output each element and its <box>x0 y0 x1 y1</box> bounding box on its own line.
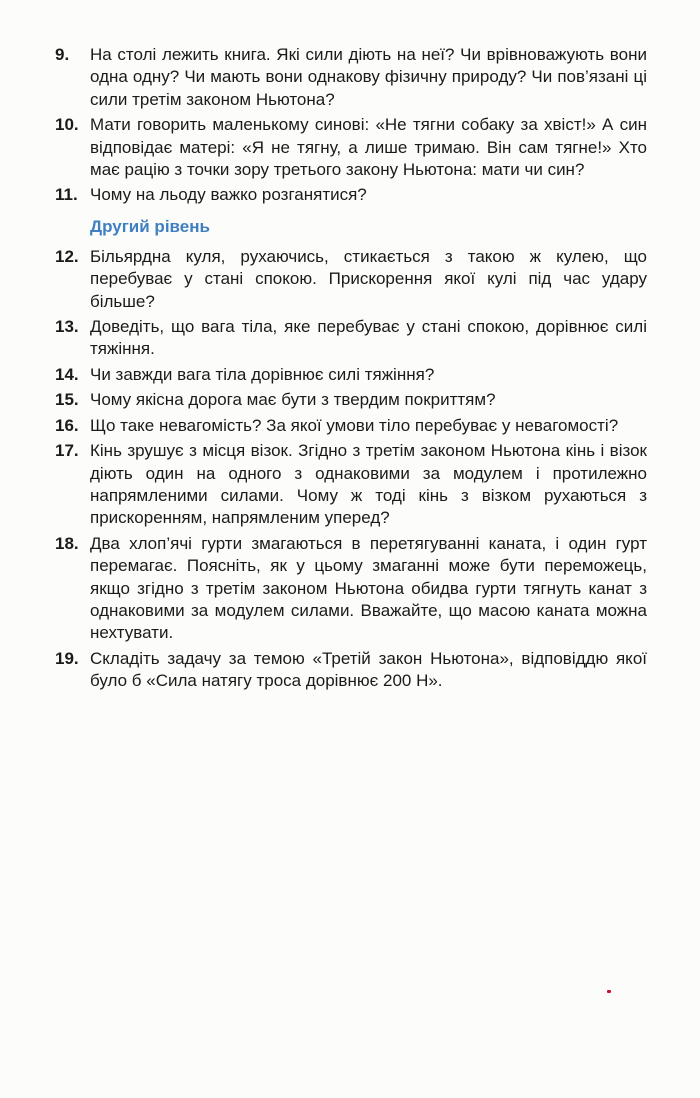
section-heading: Другий рівень <box>90 216 210 236</box>
question-text: Чи завжди вага тіла дорівнює силі тяжіння? <box>90 364 435 384</box>
question-text: Чому якісна дорога має бути з твердим покриттям? <box>90 390 496 410</box>
question-item <box>55 316 647 361</box>
question-text: Чому на льоду важко розганятися? <box>90 185 367 205</box>
question-list <box>55 44 647 696</box>
question-item <box>55 389 647 411</box>
print-speck <box>607 990 611 993</box>
question-number: 12. <box>55 246 79 266</box>
question-text: Мати говорить маленькому синові: «Не тягни собаку за хвіст!» А син відповідає матері: «Я не тягну, а лише тримаю. Він сам тягне!» Хто має рацію з точки зору третього закону Ньютона: мати чи син? <box>90 115 647 180</box>
question-number: 10. <box>55 115 79 135</box>
question-number: 14. <box>55 364 79 384</box>
question-number: 15. <box>55 390 79 410</box>
question-item <box>55 364 647 386</box>
question-item <box>55 415 647 437</box>
question-number: 19. <box>55 648 79 668</box>
question-item <box>55 440 647 530</box>
question-number: 16. <box>55 415 79 435</box>
question-text: Що таке невагомість? За якої умови тіло перебуває у невагомості? <box>90 415 619 435</box>
question-item <box>55 648 647 693</box>
question-number: 11. <box>55 185 78 205</box>
question-text: Два хлоп’ячі гурти змагаються в перетягуванні каната, і один гурт перемагає. Поясніть, як у цьому змаганні може бути переможець, якщо згідно з третім законом Ньютона обидва гурти тягнуть канат з однаковими за модулем силами. Вважайте, що масою каната можна нехтувати. <box>90 533 647 643</box>
question-text: Доведіть, що вага тіла, яке перебуває у стані спокою, дорівнює силі тяжіння. <box>90 317 647 359</box>
question-text: Складіть задачу за темою «Третій закон Ньютона», відповіддю якої було б «Сила натягу троса дорівнює 200 Н». <box>90 648 647 691</box>
question-text: Кінь зрушує з місця візок. Згідно з третім законом Ньютона кінь і візок діють один на одного з однаковими за модулем і протилежно напрямленими силами. Чому ж тоді кінь з візком рухаються з прискоренням, напрямленим уперед? <box>90 441 647 528</box>
question-number: 9. <box>55 45 70 64</box>
question-number: 17. <box>55 441 79 461</box>
question-item <box>55 44 647 111</box>
question-text: На столі лежить книга. Які сили діють на неї? Чи врівноважують вони одна одну? Чи мають вони однакову фізичну природу? Чи пов’язані ці сили третім законом Ньютона? <box>90 45 647 109</box>
question-number: 13. <box>55 317 79 337</box>
question-item <box>55 246 647 313</box>
question-text: Більярдна куля, рухаючись, стикається з такою ж кулею, що перебуває у стані спокою. Прискорення якої кулі під час удару більше? <box>90 246 647 311</box>
question-item <box>55 114 647 181</box>
question-item <box>55 533 647 645</box>
question-number: 18. <box>55 533 79 553</box>
question-item <box>55 184 647 206</box>
